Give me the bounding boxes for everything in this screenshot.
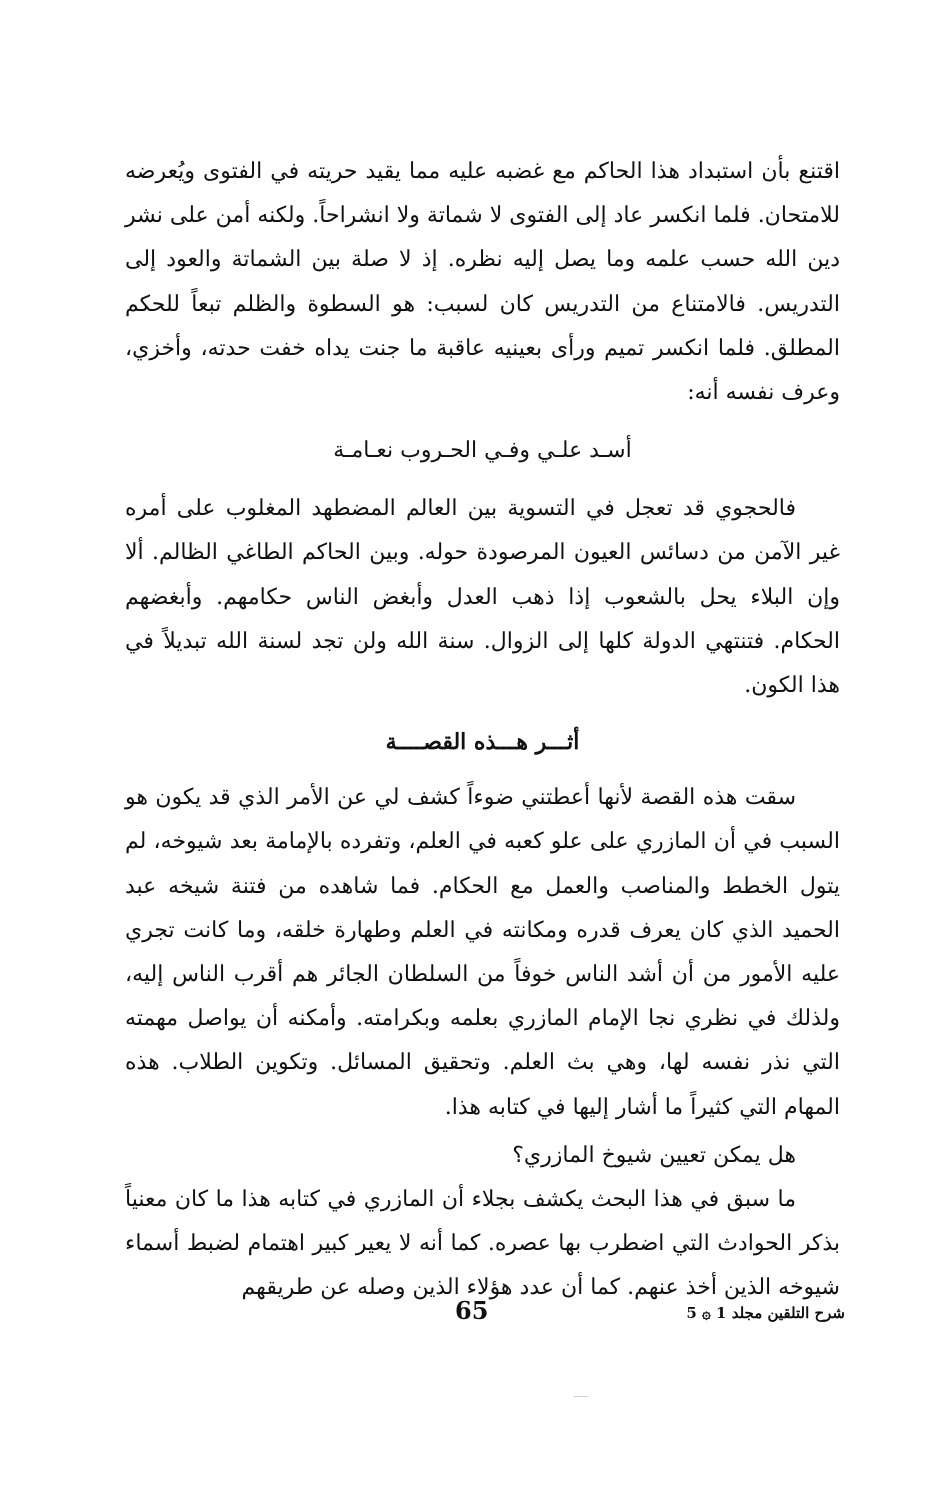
paragraph-1: اقتنع بأن استبداد هذا الحاكم مع غضبه عليه مما يقيد حريته في الفتوى ويُعرضه للامتحان. فلما انكسر عاد إلى الفتوى لا شماتة ولا انشراحاً. ولكنه أمن على نشر دين الله حسب علمه وما يصل إليه نظره. إذ لا صلة بين الشماتة والعود إلى التدريس. فالامتناع من التدريس كان لسبب: هو السطوة والظلم تبعاً للحكم المطلق. فلما انكسر تميم ورأى بعينيه عاقبة ما جنت يداه خفت حدته، وأخزي، وعرف نفسه أنه: [125, 159, 840, 406]
book-reference: شرح التلقين مجلد 1 ۞ 5 [686, 1304, 845, 1322]
paragraph-3: سقت هذه القصة لأنها أعطتني ضوءاً كشف لي عن الأمر الذي قد يكون هو السبب في أن المازري على علو كعبه في العلم، وتفرده بالإمامة بعد شيوخه، لم يتول الخطط والمناصب والعمل مع الحكام. فما شاهده من فتنة شيخه عبد الحميد الذي كان يعرف قدره ومكانته في العلم وطهارة خلقه، وما كانت تجري عليه الأمور من أن أشد الناس خوفاً من السلطان الجائر هم أقرب الناس إليه، ولذلك في نظري نجا الإمام المازري بعلمه وبكرامته. وأمكنه أن يواصل مهمته التي نذر نفسه لها، وهي بث العلم. وتحقيق المسائل. وتكوين الطلاب. هذه المهام التي كثيراً ما أشار إليها في كتابه هذا. [125, 785, 840, 1120]
page-body [125, 150, 840, 1310]
paragraph-4: ما سبق في هذا البحث يكشف بجلاء أن المازري في كتابه هذا ما كان معنياً بذكر الحوادث التي اضطرب بها عصره. كما أنه لا يعير كبير اهتمام لضبط أسماء شيوخه الذين أخذ عنهم. كما أن عدد هؤلاء الذين وصله عن طريقهم [125, 1186, 840, 1301]
paragraph-2: فالحجوي قد تعجل في التسوية بين العالم المضطهد المغلوب على أمره غير الآمن من دسائس العيون المرصودة حوله. وبين الحاكم الطاغي الظالم. ألا وإن البلاء يحل بالشعوب إذا ذهب العدل وأبغض الناس حكامهم. وأبغضهم الحكام. فتنتهي الدولة كلها إلى الزوال. سنة الله ولن تجد لسنة الله تبديلاً في هذا الكون. [125, 496, 840, 699]
page-number: 65 [455, 1296, 489, 1325]
scan-mark [574, 1396, 588, 1397]
question-heading: هل يمكن تعيين شيوخ المازري؟ [512, 1142, 796, 1168]
poetry-verse: أسـد علـي وفـي الحـروب نعـامـة [333, 438, 632, 464]
section-heading: أثـــر هـــذه القصــــة [385, 729, 580, 756]
page-footer [125, 1296, 845, 1336]
